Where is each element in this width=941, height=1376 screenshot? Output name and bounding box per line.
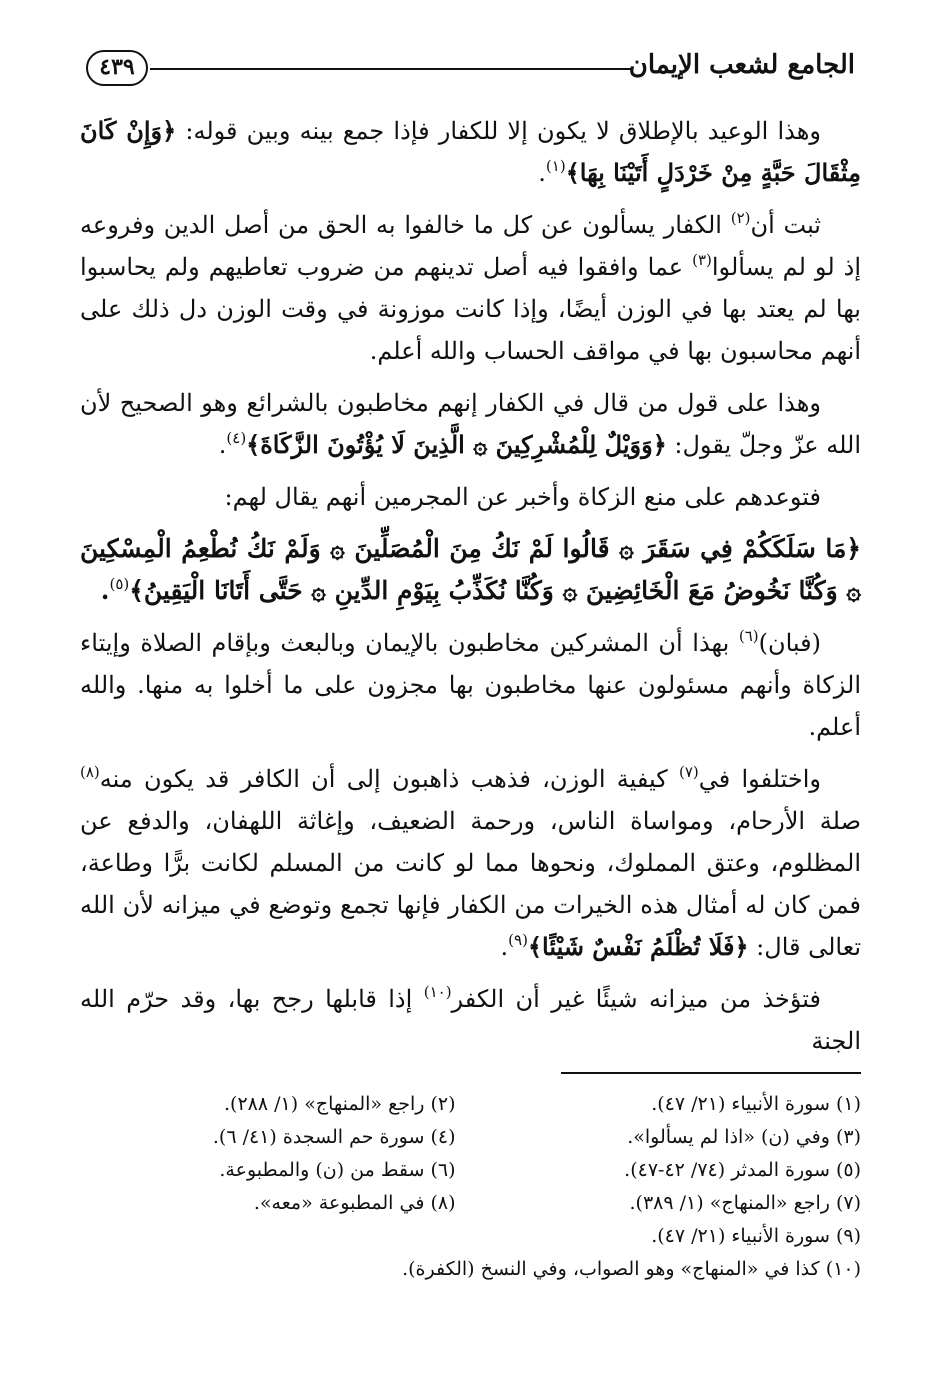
footnote: (٦) سقط من (ن) والمطبوعة. <box>219 1159 456 1181</box>
paragraph-text: الكفار يسألون عن كل ما خالفوا به الحق من أصل الدين وفروعه إذ لو لم يسألوا <box>80 211 861 281</box>
quran-verse: ﴿وَإِنْ كَانَ مِثْقَالَ حَبَّةٍ مِنْ خَرْدَلٍ أَتَيْنَا بِهَا﴾ <box>80 116 861 187</box>
footnote: (١٠) كذا في «المنهاج» وهو الصواب، وفي النسخ (الكفرة). <box>402 1258 861 1280</box>
footnote-ref: (٢) <box>730 209 751 227</box>
footnote-ref: (٧) <box>678 763 699 781</box>
quran-verse: ﴿فَلَا تُظْلَمُ نَفْسٌ شَيْئًا﴾ <box>527 932 749 961</box>
paragraph <box>80 622 861 748</box>
footnote-ref: (٦) <box>738 627 759 645</box>
header-rule <box>150 68 631 70</box>
page-number-text: ٤٣٩ <box>99 54 135 80</box>
paragraph-text: عما وافقوا فيه أصل تدينهم من ضروب تعاطيهم ولم يحاسبوا بها لم يعتد بها في الوزن أيضًا، وإذا كانت موزونة في وقت الوزن دل ذلك على أنهم محاسبون بها في مواقف الحساب والله أعلم. <box>80 253 861 365</box>
paragraph-text: بهذا أن المشركين مخاطبون بالإيمان وبالبعث وبإقام الصلاة وإيتاء الزكاة وأنهم مسئولون عنها مخاطبون بها مجزون على ما أخلوا به منها. والله أعلم. <box>80 629 861 741</box>
paragraph-text: . <box>538 159 546 187</box>
paragraph-text: فتوعدهم على منع الزكاة وأخبر عن المجرمين أنهم يقال لهم: <box>224 483 821 511</box>
footnote-ref: (١٠) <box>423 983 452 1001</box>
footnote: (٩) سورة الأنبياء (٢١/ ٤٧). <box>651 1225 861 1247</box>
footnote: (٥) سورة المدثر (٧٤/ ٤٢-٤٧). <box>624 1159 861 1181</box>
footnote: (٣) وفي (ن) «اذا لم يسألوا». <box>627 1126 861 1148</box>
paragraph-text: وهذا الوعيد بالإطلاق لا يكون إلا للكفار فإذا جمع بينه وبين قوله: <box>176 117 821 145</box>
paragraph-text: . <box>100 576 110 605</box>
footnote-ref: (٤) <box>226 429 247 447</box>
footnote-ref: (٨) <box>80 763 100 781</box>
footnote-ref: (٥) <box>109 575 130 593</box>
paragraph-text: فتؤخذ من ميزانه شيئًا غير أن الكفر <box>451 985 821 1013</box>
footnote-rule <box>561 1072 861 1074</box>
paragraph <box>80 758 861 968</box>
paragraph-text: واختلفوا في <box>698 765 821 793</box>
footnote: (٤) سورة حم السجدة (٤١/ ٦). <box>212 1126 456 1148</box>
quran-verse: ﴿مَا سَلَكَكُمْ فِي سَقَرَ ۞ قَالُوا لَمْ نَكُ مِنَ الْمُصَلِّينَ ۞ وَلَمْ نَكُ نُطْعِمُ الْمِسْكِينَ ۞ وَكُنَّا نَخُوضُ مَعَ الْخَائِضِينَ ۞ وَكُنَّا نُكَذِّبُ بِيَوْمِ الدِّينِ ۞ حَتَّى أَتَانَا الْيَقِينُ﴾ <box>80 534 861 605</box>
footnote-ref: (٩) <box>508 931 528 949</box>
paragraph-text: وهذا على قول من قال في الكفار إنهم مخاطبون بالشرائع وهو الصحيح لأن الله عزّ وجلّ يقول: <box>80 389 861 459</box>
paragraph <box>80 978 861 1062</box>
paragraph-text: كيفية الوزن، فذهب ذاهبون إلى أن الكافر قد يكون منه <box>99 765 679 793</box>
page-header <box>80 38 861 96</box>
paragraph <box>80 110 861 194</box>
paragraph-text: (فبان) <box>758 629 821 657</box>
paragraph-text: صلة الأرحام، ومواساة الناس، ورحمة الضعيف، وإغاثة اللهفان، والدفع عن المظلوم، وعتق المملوك، ونحوها مما لو كانت من المسلم لكانت برًّا وطاعة، فمن كان له أمثال هذه الخيرات من الكفار فإنها تجمع وتوضع في ميزانه لأن الله تعالى قال: <box>80 807 862 961</box>
page-number <box>86 50 148 86</box>
footnote: (١) سورة الأنبياء (٢١/ ٤٧). <box>651 1093 861 1115</box>
paragraph-text: ثبت أن <box>750 211 821 239</box>
body-text <box>80 110 861 1062</box>
footnote-ref: (٣) <box>692 251 712 269</box>
paragraph-text: . <box>218 431 227 459</box>
footnote: (٨) في المطبوعة «معه». <box>253 1192 456 1214</box>
footnote-ref: (١) <box>545 157 566 175</box>
footnote: (٧) راجع «المنهاج» (١/ ٣٨٩). <box>629 1192 861 1214</box>
paragraph-text: . <box>500 933 509 961</box>
paragraph <box>80 476 861 518</box>
footnote: (٢) راجع «المنهاج» (١/ ٢٨٨). <box>224 1093 456 1115</box>
footnotes <box>80 1088 861 1286</box>
book-title: الجامع لشعب الإيمان <box>628 50 855 80</box>
paragraph <box>80 382 861 466</box>
paragraph <box>80 204 861 372</box>
paragraph-text: إذا قابلها رجح بها، وقد حرّم الله الجنة <box>80 985 861 1055</box>
paragraph <box>80 528 861 612</box>
quran-verse: ﴿وَوَيْلٌ لِلْمُشْرِكِينَ ۞ الَّذِينَ لَا يُؤْتُونَ الزَّكَاةَ﴾ <box>246 430 667 459</box>
